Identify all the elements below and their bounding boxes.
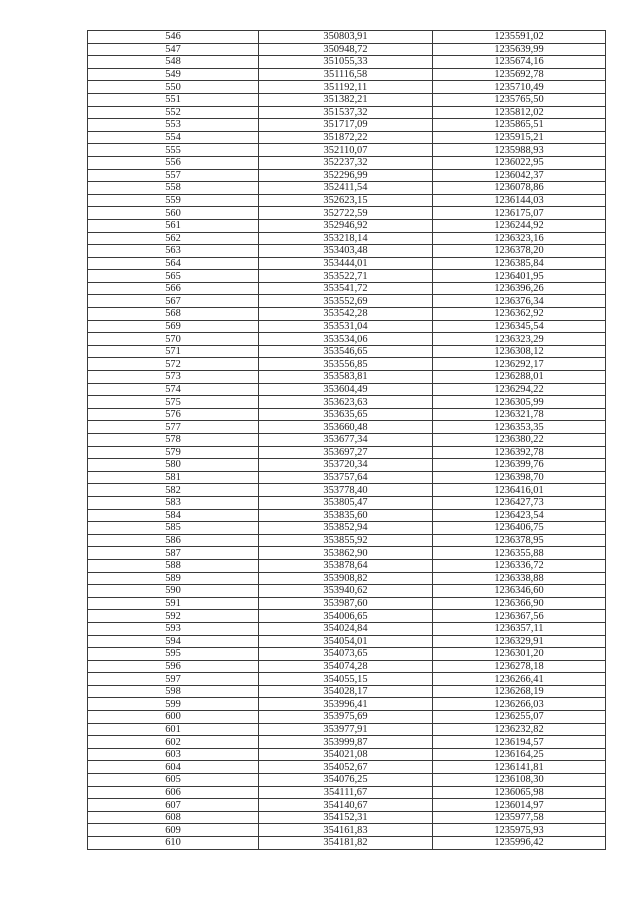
point-number-cell: 608 [88, 811, 259, 824]
y-coordinate-cell: 1236380,22 [433, 434, 606, 447]
table-row [88, 93, 606, 106]
table-row [88, 144, 606, 157]
x-coordinate-cell: 353855,92 [259, 534, 433, 547]
table-row [88, 698, 606, 711]
x-coordinate-cell: 353999,87 [259, 736, 433, 749]
y-coordinate-cell: 1236401,95 [433, 270, 606, 283]
y-coordinate-cell: 1236345,54 [433, 320, 606, 333]
x-coordinate-cell: 353541,72 [259, 282, 433, 295]
point-number-cell: 590 [88, 585, 259, 598]
point-number-cell: 558 [88, 182, 259, 195]
y-coordinate-cell: 1236014,97 [433, 799, 606, 812]
x-coordinate-cell: 354028,17 [259, 685, 433, 698]
y-coordinate-cell: 1236353,35 [433, 421, 606, 434]
y-coordinate-cell: 1236396,26 [433, 282, 606, 295]
y-coordinate-cell: 1236175,07 [433, 207, 606, 220]
x-coordinate-cell: 351537,32 [259, 106, 433, 119]
point-number-cell: 560 [88, 207, 259, 220]
table-row [88, 622, 606, 635]
point-number-cell: 588 [88, 559, 259, 572]
y-coordinate-cell: 1236266,03 [433, 698, 606, 711]
x-coordinate-cell: 352946,92 [259, 219, 433, 232]
x-coordinate-cell: 354074,28 [259, 660, 433, 673]
x-coordinate-cell: 351382,21 [259, 93, 433, 106]
y-coordinate-cell: 1236141,81 [433, 761, 606, 774]
x-coordinate-cell: 353583,81 [259, 371, 433, 384]
y-coordinate-cell: 1236378,20 [433, 245, 606, 258]
point-number-cell: 584 [88, 509, 259, 522]
table-row [88, 736, 606, 749]
y-coordinate-cell: 1235812,02 [433, 106, 606, 119]
x-coordinate-cell: 354024,84 [259, 622, 433, 635]
y-coordinate-cell: 1236305,99 [433, 396, 606, 409]
table-row [88, 156, 606, 169]
table-row [88, 106, 606, 119]
table-row [88, 824, 606, 837]
point-number-cell: 562 [88, 232, 259, 245]
point-number-cell: 579 [88, 446, 259, 459]
point-number-cell: 563 [88, 245, 259, 258]
table-row [88, 43, 606, 56]
y-coordinate-cell: 1236301,20 [433, 648, 606, 661]
y-coordinate-cell: 1236406,75 [433, 522, 606, 535]
table-row [88, 774, 606, 787]
x-coordinate-cell: 353697,27 [259, 446, 433, 459]
x-coordinate-cell: 353635,65 [259, 408, 433, 421]
x-coordinate-cell: 353522,71 [259, 270, 433, 283]
y-coordinate-cell: 1236268,19 [433, 685, 606, 698]
y-coordinate-cell: 1235639,99 [433, 43, 606, 56]
table-row [88, 194, 606, 207]
point-number-cell: 598 [88, 685, 259, 698]
x-coordinate-cell: 354152,31 [259, 811, 433, 824]
x-coordinate-cell: 351055,33 [259, 56, 433, 69]
table-row [88, 68, 606, 81]
y-coordinate-cell: 1236398,70 [433, 471, 606, 484]
table-row [88, 648, 606, 661]
x-coordinate-cell: 353534,06 [259, 333, 433, 346]
y-coordinate-cell: 1235975,93 [433, 824, 606, 837]
y-coordinate-cell: 1236323,29 [433, 333, 606, 346]
y-coordinate-cell: 1235865,51 [433, 119, 606, 132]
y-coordinate-cell: 1235988,93 [433, 144, 606, 157]
table-row [88, 673, 606, 686]
x-coordinate-cell: 353218,14 [259, 232, 433, 245]
x-coordinate-cell: 352237,32 [259, 156, 433, 169]
point-number-cell: 561 [88, 219, 259, 232]
point-number-cell: 600 [88, 711, 259, 724]
x-coordinate-cell: 353908,82 [259, 572, 433, 585]
y-coordinate-cell: 1236278,18 [433, 660, 606, 673]
y-coordinate-cell: 1235692,78 [433, 68, 606, 81]
x-coordinate-cell: 353975,69 [259, 711, 433, 724]
table-row [88, 119, 606, 132]
table-row [88, 245, 606, 258]
table-row [88, 31, 606, 44]
x-coordinate-cell: 353677,34 [259, 434, 433, 447]
table-row [88, 434, 606, 447]
y-coordinate-cell: 1236308,12 [433, 345, 606, 358]
table-row [88, 471, 606, 484]
y-coordinate-cell: 1236385,84 [433, 257, 606, 270]
x-coordinate-cell: 353940,62 [259, 585, 433, 598]
point-number-cell: 576 [88, 408, 259, 421]
point-number-cell: 605 [88, 774, 259, 787]
y-coordinate-cell: 1236288,01 [433, 371, 606, 384]
x-coordinate-cell: 353862,90 [259, 547, 433, 560]
table-row [88, 610, 606, 623]
y-coordinate-cell: 1236329,91 [433, 635, 606, 648]
x-coordinate-cell: 354021,08 [259, 748, 433, 761]
y-coordinate-cell: 1236376,34 [433, 295, 606, 308]
y-coordinate-cell: 1236078,86 [433, 182, 606, 195]
x-coordinate-cell: 353531,04 [259, 320, 433, 333]
point-number-cell: 554 [88, 131, 259, 144]
table-row [88, 232, 606, 245]
x-coordinate-cell: 352411,54 [259, 182, 433, 195]
point-number-cell: 607 [88, 799, 259, 812]
y-coordinate-cell: 1236423,54 [433, 509, 606, 522]
table-row [88, 169, 606, 182]
y-coordinate-cell: 1236244,92 [433, 219, 606, 232]
point-number-cell: 581 [88, 471, 259, 484]
table-row [88, 320, 606, 333]
y-coordinate-cell: 1236362,92 [433, 308, 606, 321]
x-coordinate-cell: 353987,60 [259, 597, 433, 610]
x-coordinate-cell: 352110,07 [259, 144, 433, 157]
point-number-cell: 602 [88, 736, 259, 749]
table-row [88, 358, 606, 371]
x-coordinate-cell: 351717,09 [259, 119, 433, 132]
y-coordinate-cell: 1236399,76 [433, 459, 606, 472]
x-coordinate-cell: 353835,60 [259, 509, 433, 522]
point-number-cell: 553 [88, 119, 259, 132]
point-number-cell: 592 [88, 610, 259, 623]
point-number-cell: 552 [88, 106, 259, 119]
y-coordinate-cell: 1235674,16 [433, 56, 606, 69]
table-row [88, 345, 606, 358]
x-coordinate-cell: 354006,65 [259, 610, 433, 623]
table-row [88, 837, 606, 850]
point-number-cell: 586 [88, 534, 259, 547]
table-row [88, 371, 606, 384]
point-number-cell: 557 [88, 169, 259, 182]
x-coordinate-cell: 352623,15 [259, 194, 433, 207]
point-number-cell: 565 [88, 270, 259, 283]
x-coordinate-cell: 353720,34 [259, 459, 433, 472]
y-coordinate-cell: 1236255,07 [433, 711, 606, 724]
x-coordinate-cell: 354054,01 [259, 635, 433, 648]
table-row [88, 559, 606, 572]
y-coordinate-cell: 1236416,01 [433, 484, 606, 497]
point-number-cell: 606 [88, 786, 259, 799]
x-coordinate-cell: 354181,82 [259, 837, 433, 850]
table-row [88, 585, 606, 598]
x-coordinate-cell: 351872,22 [259, 131, 433, 144]
x-coordinate-cell: 354140,67 [259, 799, 433, 812]
table-row [88, 547, 606, 560]
point-number-cell: 551 [88, 93, 259, 106]
point-number-cell: 610 [88, 837, 259, 850]
y-coordinate-cell: 1236367,56 [433, 610, 606, 623]
point-number-cell: 582 [88, 484, 259, 497]
point-number-cell: 568 [88, 308, 259, 321]
y-coordinate-cell: 1235977,58 [433, 811, 606, 824]
y-coordinate-cell: 1236355,88 [433, 547, 606, 560]
y-coordinate-cell: 1236321,78 [433, 408, 606, 421]
point-number-cell: 574 [88, 383, 259, 396]
table-row [88, 635, 606, 648]
table-row [88, 207, 606, 220]
x-coordinate-cell: 351192,11 [259, 81, 433, 94]
x-coordinate-cell: 353604,49 [259, 383, 433, 396]
y-coordinate-cell: 1235710,49 [433, 81, 606, 94]
table-row [88, 811, 606, 824]
y-coordinate-cell: 1236392,78 [433, 446, 606, 459]
point-number-cell: 591 [88, 597, 259, 610]
point-number-cell: 556 [88, 156, 259, 169]
x-coordinate-cell: 350803,91 [259, 31, 433, 44]
table-row [88, 131, 606, 144]
point-number-cell: 594 [88, 635, 259, 648]
y-coordinate-cell: 1236427,73 [433, 496, 606, 509]
x-coordinate-cell: 353623,63 [259, 396, 433, 409]
y-coordinate-cell: 1236294,22 [433, 383, 606, 396]
point-number-cell: 549 [88, 68, 259, 81]
table-row [88, 257, 606, 270]
x-coordinate-cell: 353977,91 [259, 723, 433, 736]
point-number-cell: 597 [88, 673, 259, 686]
x-coordinate-cell: 353878,64 [259, 559, 433, 572]
x-coordinate-cell: 354052,67 [259, 761, 433, 774]
point-number-cell: 573 [88, 371, 259, 384]
y-coordinate-cell: 1236144,03 [433, 194, 606, 207]
point-number-cell: 564 [88, 257, 259, 270]
y-coordinate-cell: 1236336,72 [433, 559, 606, 572]
table-row [88, 270, 606, 283]
point-number-cell: 546 [88, 31, 259, 44]
y-coordinate-cell: 1236042,37 [433, 169, 606, 182]
x-coordinate-cell: 353556,85 [259, 358, 433, 371]
point-number-cell: 583 [88, 496, 259, 509]
point-number-cell: 547 [88, 43, 259, 56]
table-row [88, 182, 606, 195]
x-coordinate-cell: 352296,99 [259, 169, 433, 182]
y-coordinate-cell: 1236346,60 [433, 585, 606, 598]
table-row [88, 383, 606, 396]
point-number-cell: 571 [88, 345, 259, 358]
table-row [88, 446, 606, 459]
table-row [88, 711, 606, 724]
point-number-cell: 587 [88, 547, 259, 560]
point-number-cell: 577 [88, 421, 259, 434]
y-coordinate-cell: 1236164,25 [433, 748, 606, 761]
point-number-cell: 599 [88, 698, 259, 711]
y-coordinate-cell: 1236357,11 [433, 622, 606, 635]
y-coordinate-cell: 1235996,42 [433, 837, 606, 850]
x-coordinate-cell: 354055,15 [259, 673, 433, 686]
table-row [88, 396, 606, 409]
point-number-cell: 569 [88, 320, 259, 333]
table-row [88, 459, 606, 472]
coordinates-table-body [88, 31, 606, 850]
x-coordinate-cell: 352722,59 [259, 207, 433, 220]
point-number-cell: 604 [88, 761, 259, 774]
point-number-cell: 596 [88, 660, 259, 673]
point-number-cell: 580 [88, 459, 259, 472]
x-coordinate-cell: 353444,01 [259, 257, 433, 270]
y-coordinate-cell: 1235591,02 [433, 31, 606, 44]
table-row [88, 496, 606, 509]
table-row [88, 786, 606, 799]
coordinates-table [87, 30, 606, 850]
table-row [88, 522, 606, 535]
x-coordinate-cell: 353996,41 [259, 698, 433, 711]
y-coordinate-cell: 1235915,21 [433, 131, 606, 144]
x-coordinate-cell: 354161,83 [259, 824, 433, 837]
y-coordinate-cell: 1236266,41 [433, 673, 606, 686]
x-coordinate-cell: 354076,25 [259, 774, 433, 787]
table-row [88, 56, 606, 69]
point-number-cell: 575 [88, 396, 259, 409]
y-coordinate-cell: 1236366,90 [433, 597, 606, 610]
y-coordinate-cell: 1236323,16 [433, 232, 606, 245]
table-row [88, 421, 606, 434]
x-coordinate-cell: 353542,28 [259, 308, 433, 321]
x-coordinate-cell: 353546,65 [259, 345, 433, 358]
point-number-cell: 595 [88, 648, 259, 661]
table-row [88, 282, 606, 295]
point-number-cell: 593 [88, 622, 259, 635]
y-coordinate-cell: 1235765,50 [433, 93, 606, 106]
x-coordinate-cell: 350948,72 [259, 43, 433, 56]
table-row [88, 219, 606, 232]
point-number-cell: 550 [88, 81, 259, 94]
table-row [88, 534, 606, 547]
y-coordinate-cell: 1236108,30 [433, 774, 606, 787]
x-coordinate-cell: 351116,58 [259, 68, 433, 81]
point-number-cell: 570 [88, 333, 259, 346]
point-number-cell: 609 [88, 824, 259, 837]
x-coordinate-cell: 353778,40 [259, 484, 433, 497]
table-row [88, 748, 606, 761]
y-coordinate-cell: 1236194,57 [433, 736, 606, 749]
point-number-cell: 585 [88, 522, 259, 535]
x-coordinate-cell: 354073,65 [259, 648, 433, 661]
table-row [88, 81, 606, 94]
x-coordinate-cell: 353757,64 [259, 471, 433, 484]
table-row [88, 761, 606, 774]
point-number-cell: 578 [88, 434, 259, 447]
x-coordinate-cell: 353660,48 [259, 421, 433, 434]
point-number-cell: 589 [88, 572, 259, 585]
y-coordinate-cell: 1236338,88 [433, 572, 606, 585]
x-coordinate-cell: 353403,48 [259, 245, 433, 258]
table-row [88, 408, 606, 421]
table-row [88, 509, 606, 522]
x-coordinate-cell: 353852,94 [259, 522, 433, 535]
table-row [88, 685, 606, 698]
x-coordinate-cell: 353552,69 [259, 295, 433, 308]
x-coordinate-cell: 353805,47 [259, 496, 433, 509]
x-coordinate-cell: 354111,67 [259, 786, 433, 799]
point-number-cell: 601 [88, 723, 259, 736]
table-row [88, 572, 606, 585]
point-number-cell: 555 [88, 144, 259, 157]
point-number-cell: 566 [88, 282, 259, 295]
table-row [88, 723, 606, 736]
table-row [88, 308, 606, 321]
y-coordinate-cell: 1236378,95 [433, 534, 606, 547]
point-number-cell: 567 [88, 295, 259, 308]
y-coordinate-cell: 1236065,98 [433, 786, 606, 799]
y-coordinate-cell: 1236292,17 [433, 358, 606, 371]
point-number-cell: 548 [88, 56, 259, 69]
point-number-cell: 603 [88, 748, 259, 761]
table-row [88, 295, 606, 308]
y-coordinate-cell: 1236022,95 [433, 156, 606, 169]
table-row [88, 597, 606, 610]
point-number-cell: 559 [88, 194, 259, 207]
table-row [88, 484, 606, 497]
table-row [88, 660, 606, 673]
point-number-cell: 572 [88, 358, 259, 371]
table-row [88, 799, 606, 812]
table-row [88, 333, 606, 346]
y-coordinate-cell: 1236232,82 [433, 723, 606, 736]
